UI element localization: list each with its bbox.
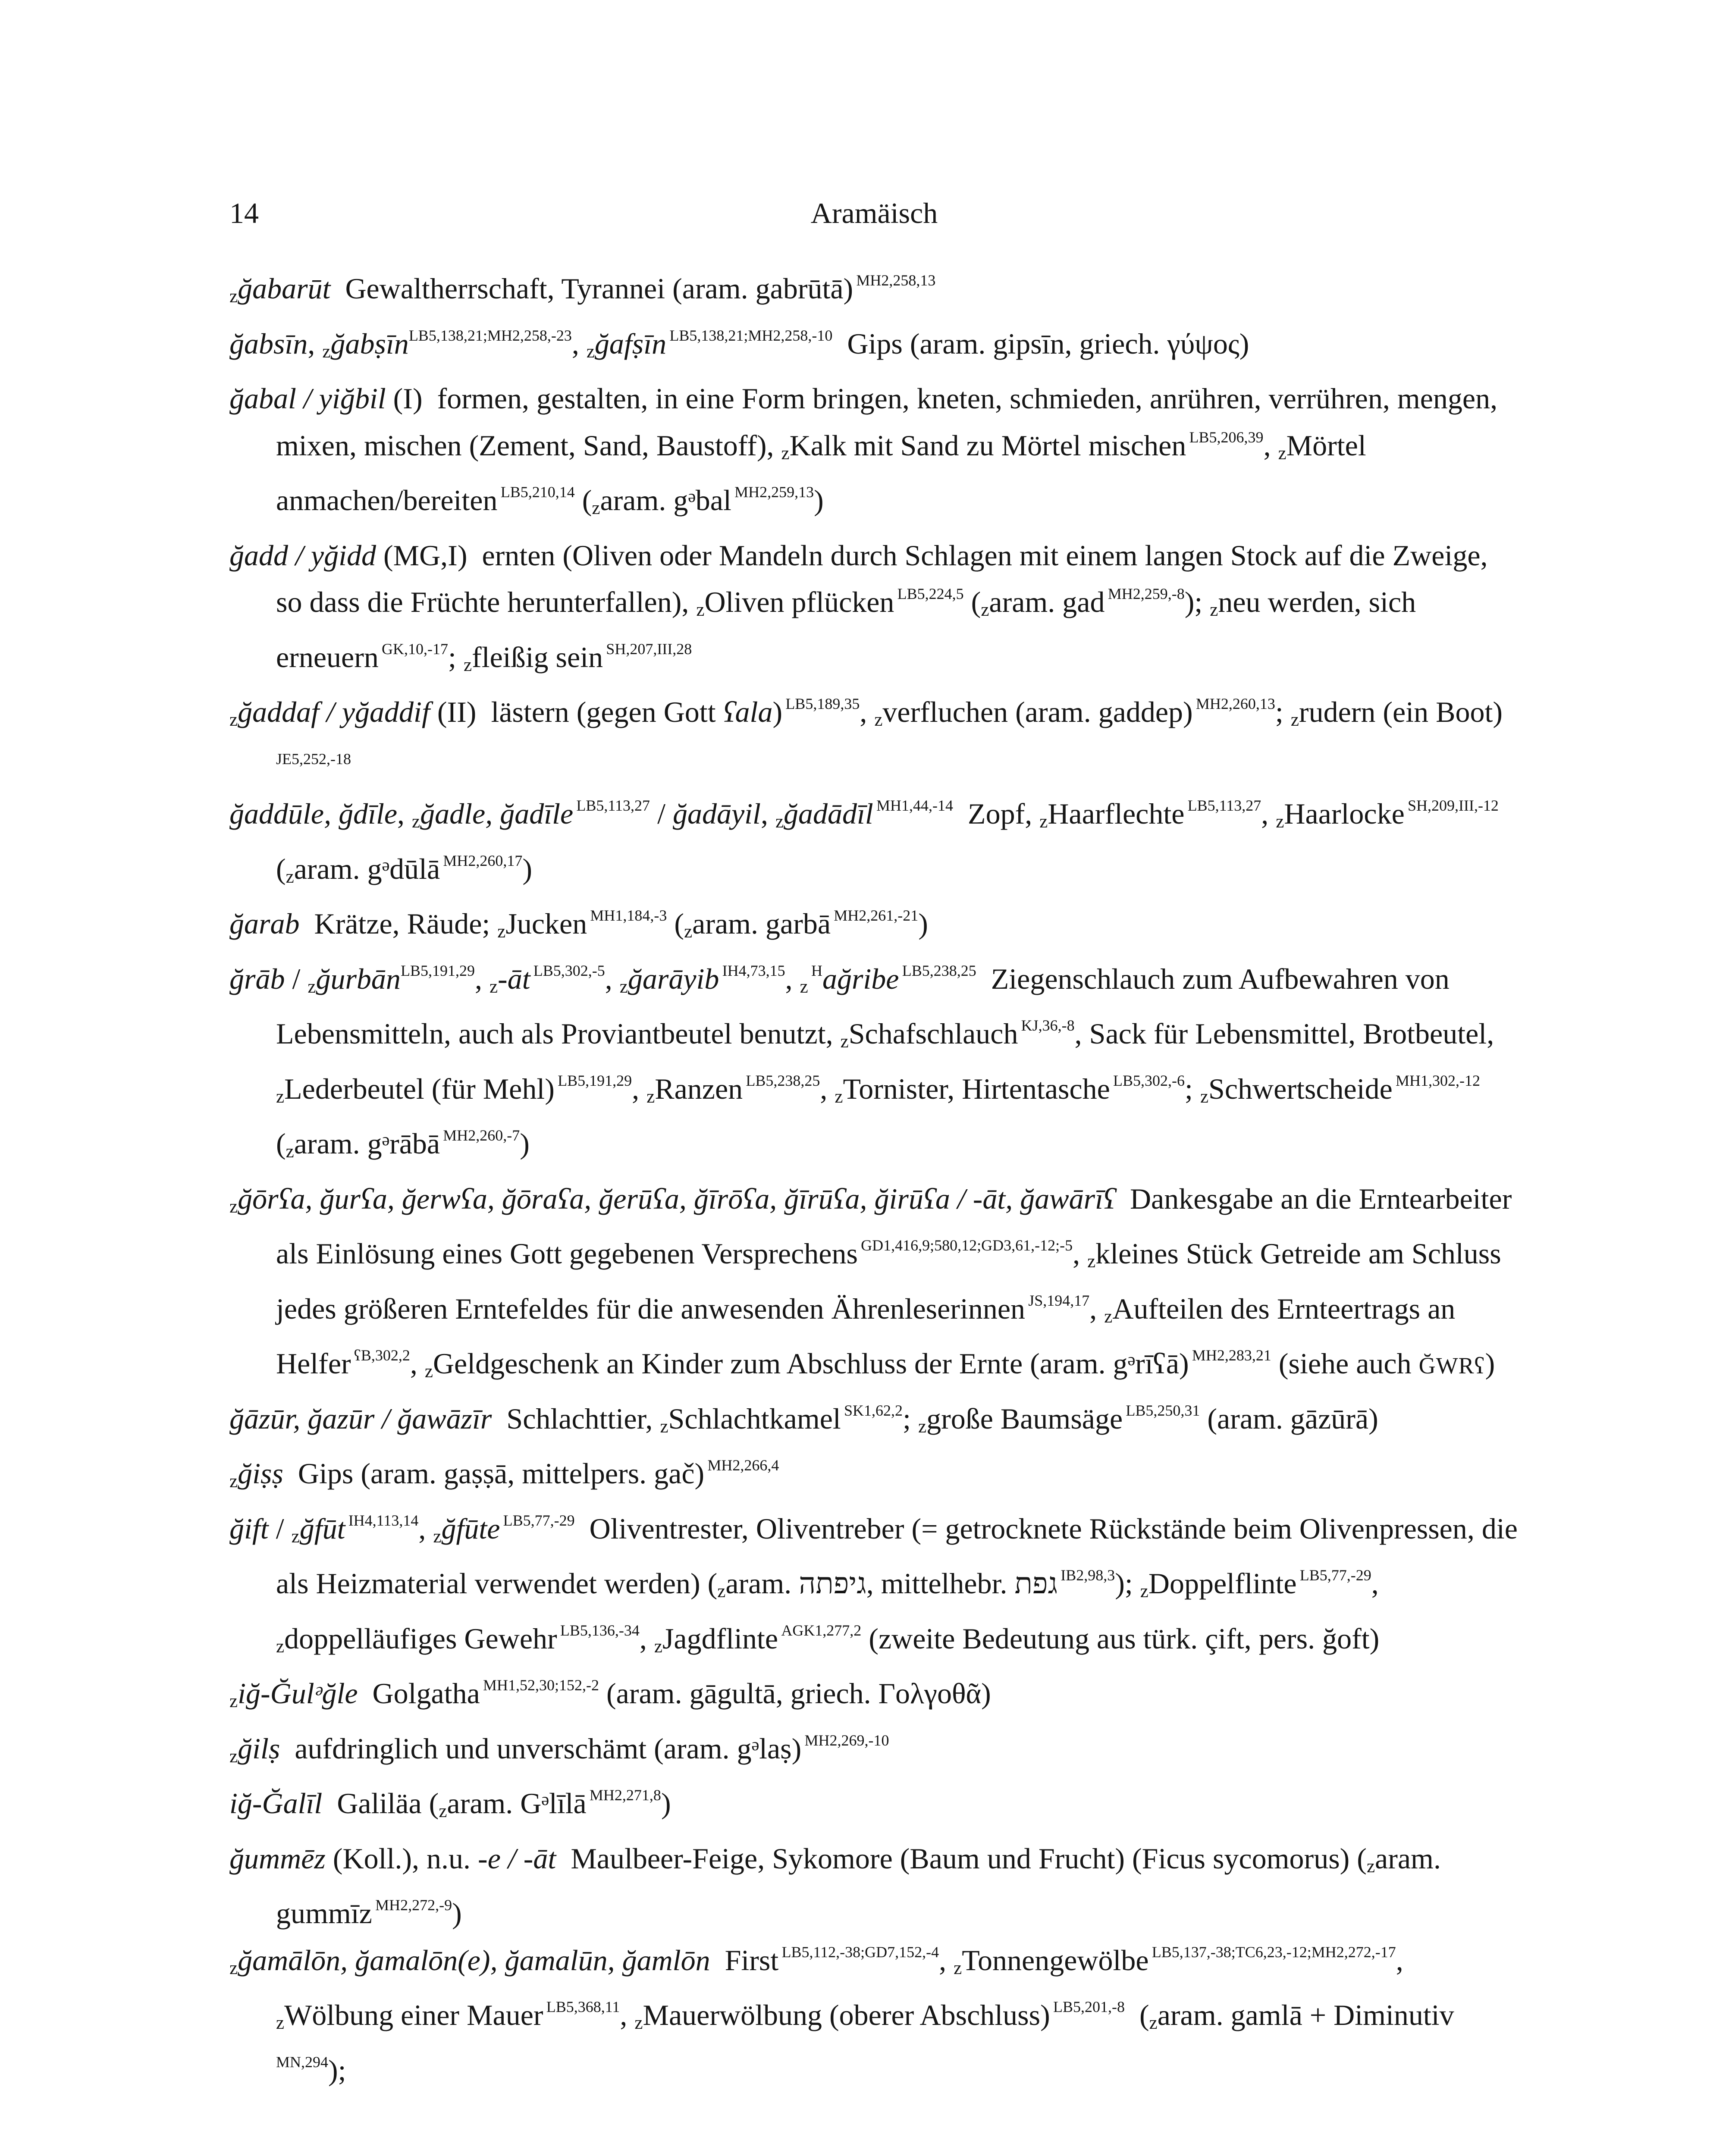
dictionary-entry: zğiṣṣ Gips (aram. gaṣṣā, mittelpers. gač) $^{MH2,266,4}$ — [229, 1457, 779, 1492]
dictionary-entry: zğamālōn, ğamalōn(e), ğamalūn, ğamlōn First $^{LB5,112,-38;GD7,152,-4}$, zTonnengewölbe $^{LB5,137,-38;TC6,23,-12;MH2,272,-17}$, zWölbung einer Mauer $^{LB5,368,11}$, zMauerwölbung (oberer Abschluss) $^{LB5,201,-8}$ (zaram. gamlā + Diminutiv $^{MN,294}$); — [229, 1943, 1457, 2087]
dictionary-entry: ziğ-Ğulᵊğle Golgatha $^{MH1,52,30;152,-2}$ (aram. gāgultā, griech. Γολγοθᾶ) — [229, 1677, 991, 1711]
dictionary-entry: ğarab Krätze, Räude; zJucken $^{MH1,184,-3}$ (zaram. garbā $^{MH2,261,-21}$) — [229, 907, 928, 942]
page-title: Aramäisch — [810, 197, 938, 229]
dictionary-entry: ğummēz (Koll.), n.u. -e / -āt Maulbeer-Feige, Sykomore (Baum und Frucht) (Ficus sycomorus) (zaram. gummīz $^{MH2,272,-9}$) — [229, 1842, 1441, 1930]
running-header — [229, 196, 1519, 235]
dictionary-entry: iğ-Ğalīl Galiläa (zaram. Gᵊlīlā $^{MH2,271,8}$) — [229, 1786, 671, 1821]
dictionary-entry: ğaddūle, ğdīle, zğadle, ğadīle $^{LB5,113,27}$ / ğadāyil, zğadādīl $^{MH1,44,-14}$ Zopf, zHaarflechte $^{LB5,113,27}$, zHaarlocke $^{SH,209,III,-12}$ (zaram. gᵊdūlā $^{MH2,260,17}$) — [229, 797, 1499, 887]
dictionary-entry: zğōrʕa, ğurʕa, ğerwʕa, ğōraʕa, ğerūʕa, ğīrōʕa, ğīrūʕa, ğirūʕa / -āt, ğawārīʕ Dankesgabe an die Erntearbeiter als Einlösung eines Gott gegebenen Versprechens $^{GD1,416,9;580,12;GD3,61,-12;-5}$, zkleines Stück Getreide am Schluss jedes größeren Erntefeldes für die anwesenden Ährenleserinnen $^{JS,194,17}$, zAufteilen des Ernteertrags an Helfer $^{ʕB,302,2}$, zGeldgeschenk an Kinder zum Abschluss der Ernte (aram. gᵊrīʕā) $^{MH2,283,21}$ (siehe auch ĞWRʕ) — [229, 1182, 1512, 1382]
dictionary-entry: ğabal / yiğbil (I) formen, gestalten, in eine Form bringen, kneten, schmieden, anrühren, verrühren, mengen, mixen, mischen (Zement, Sand, Baustoff), zKalk mit Sand zu Mörtel mischen $^{LB5,206,39}$, zMörtel anmachen/bereiten $^{LB5,210,14}$ (zaram. gᵊbal $^{MH2,259,13}$) — [229, 382, 1498, 518]
dictionary-entries — [229, 265, 1519, 2093]
dictionary-entry: zğabarūt Gewaltherrschaft, Tyrannei (aram. gabrūtā) $^{MH2,258,13}$ — [229, 272, 936, 307]
page-number: 14 — [229, 197, 259, 229]
dictionary-entry: ğadd / yğidd (MG,I) ernten (Oliven oder Mandeln durch Schlagen mit einem langen Stock auf die Zweige, so dass die Früchte herunterfallen), zOliven pflücken $^{LB5,224,5}$ (zaram. gad $^{MH2,259,-8}$); zneu werden, sich erneuern $^{GK,10,-17}$; zfleißig sein $^{SH,207,III,28}$ — [229, 539, 1488, 675]
dictionary-entry: zğaddaf / yğaddif (II) lästern (gegen Gott ʕala) $^{LB5,189,35}$, zverfluchen (aram. gaddep) $^{MH2,260,13}$; zrudern (ein Boot) $^{JE5,252,-18}$ — [229, 695, 1506, 768]
dictionary-entry: ğrāb / zğurbān$^{LB5,191,29}$, z-āt $^{LB5,302,-5}$, zğarāyib $^{IH4,73,15}$, z $^H$ağribe $^{LB5,238,25}$ Ziegenschlauch zum Aufbewahren von Lebensmitteln, auch als Proviantbeutel benutzt, zSchafschlauch $^{KJ,36,-8}$, Sack für Lebensmittel, Brotbeutel, zLederbeutel (für Mehl) $^{LB5,191,29}$, zRanzen $^{LB5,238,25}$, zTornister, Hirtentasche $^{LB5,302,-6}$; zSchwertscheide $^{MH1,302,-12}$ (zaram. gᵊrābā $^{MH2,260,-7}$) — [229, 962, 1494, 1162]
dictionary-entry: ğabsīn, zğabṣīn$^{LB5,138,21;MH2,258,-23}$, zğafṣīn $^{LB5,138,21;MH2,258,-10}$ Gips (aram. gipsīn, griech. γύψος) — [229, 326, 1249, 362]
dictionary-entry: ğift / zğfūt $^{IH4,113,14}$, zğfūte $^{LB5,77,-29}$ Oliventrester, Oliventreber (= getrocknete Rückstände beim Olivenpressen, die als Heizmaterial verwendet werden) (zaram. גיפתה, mittelhebr. גפת $^{IB2,98,3}$); zDoppelflinte $^{LB5,77,-29}$, zdoppelläufiges Gewehr $^{LB5,136,-34}$, zJagdflinte $^{AGK1,277,2}$ (zweite Bedeutung aus türk. çift, pers. ğoft) — [229, 1511, 1518, 1657]
dictionary-entry: ğāzūr, ğazūr / ğawāzīr Schlachttier, zSchlachtkamel $^{SK1,62,2}$; zgroße Baumsäge $^{LB5,250,31}$ (aram. gāzūrā) — [229, 1401, 1378, 1437]
dictionary-entry: zğilṣ aufdringlich und unverschämt (aram. gᵊlaṣ) $^{MH2,269,-10}$ — [229, 1731, 889, 1767]
